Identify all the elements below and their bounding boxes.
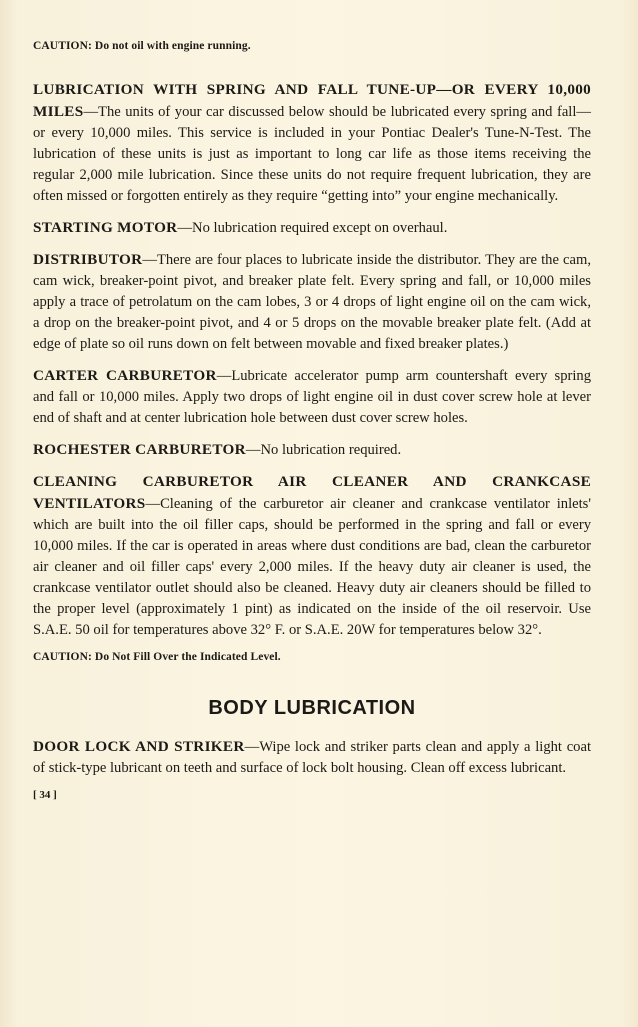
section-carter-carburetor	[33, 365, 591, 429]
page-number: [ 34 ]	[33, 789, 57, 801]
section-heading: DOOR LOCK AND STRIKER	[33, 738, 245, 755]
caution-engine-running: CAUTION: Do not oil with engine running.	[33, 40, 251, 52]
section-distributor	[33, 249, 591, 355]
body-lubrication-title: BODY LUBRICATION	[208, 697, 416, 719]
section-body: —The units of your car discussed below should be lubricated every spring and fall—or every 10,000 miles. This service is included in your Pontiac Dealer's Tune-N-Test. The lubrication of these units is just as important to long car life as those items receiving the regular 2,000 mile lubrication. Since these units do not require frequent lubrication, they are often missed or forgotten entirely as they require “getting into” your engine mechanically.	[33, 104, 591, 204]
section-rochester-carburetor	[33, 439, 591, 461]
page-content	[33, 40, 591, 801]
section-heading: STARTING MOTOR	[33, 219, 178, 236]
section-heading: ROCHESTER CARBURETOR	[33, 441, 246, 458]
section-lubrication-tune-up	[33, 79, 591, 207]
section-heading: CLEANING CARBURETOR AIR CLEANER AND CRANKCASE VENTILATORS	[33, 473, 591, 512]
caution-fill-level: CAUTION: Do Not Fill Over the Indicated Level.	[33, 651, 281, 663]
section-heading: CARTER CARBURETOR	[33, 367, 217, 384]
section-body: —Lubricate accelerator pump arm countershaft every spring and fall or 10,000 miles. Apply two drops of light engine oil in dust cover screw hole at lever end of shaft and at center lubrication hole between dust cover screw holes.	[33, 368, 592, 426]
section-starting-motor	[33, 217, 591, 239]
section-door-lock-striker	[33, 736, 591, 779]
section-body: —There are four places to lubricate inside the distributor. They are the cam, cam wick, breaker-point pivot, and breaker plate felt. Every spring and fall, or 10,000 miles apply a trace of petrolatum on the cam lobes, 3 or 4 drops of light engine oil on the cam wick, a drop on the breaker-point pivot, and 4 or 5 drops on the movable breaker plate felt. (Add at edge of plate so oil runs down on felt between movable and fixed breaker plates.)	[33, 252, 591, 352]
section-heading: DISTRIBUTOR	[33, 251, 143, 268]
section-heading: LUBRICATION WITH SPRING AND FALL TUNE-UP—OR EVERY 10,000 MILES	[33, 81, 591, 120]
section-air-cleaner-ventilators	[33, 471, 591, 641]
section-body: —Wipe lock and striker parts clean and apply a light coat of stick-type lubricant on teeth and surface of lock bolt housing. Clean off excess lubricant.	[33, 739, 591, 776]
section-body: —No lubrication required.	[245, 442, 402, 458]
section-body: —No lubrication required except on overhaul.	[177, 220, 448, 236]
section-body: —Cleaning of the carburetor air cleaner and crankcase ventilator inlets' which are built into the oil filler caps, should be performed in the spring and fall or every 10,000 miles. If the car is operated in areas where dust conditions are bad, clean the carburetor air cleaner and oil filler caps' every 2,000 miles. If the heavy duty air cleaner is used, the crankcase ventilator outlet should also be cleaned. Heavy duty air cleaners should be filled to the proper level (approximately 1 pint) as indicated on the inside of the oil reservoir. Use S.A.E. 50 oil for temperatures above 32° F. or S.A.E. 20W for temperatures below 32°.	[33, 496, 591, 638]
